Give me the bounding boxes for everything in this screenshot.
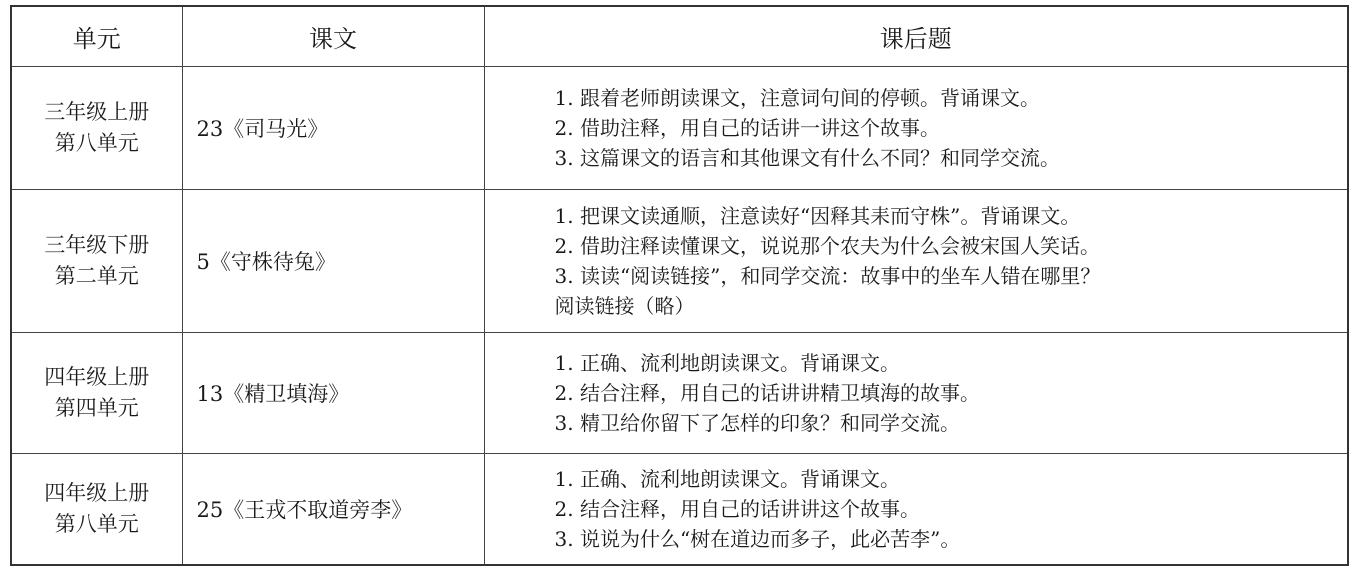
unit-grade: 四年级上册	[44, 365, 150, 389]
unit-grade: 三年级下册	[44, 233, 150, 257]
question-item: 1. 正确、流利地朗读课文。背诵课文。	[554, 351, 900, 375]
question-item: 3. 这篇课文的语言和其他课文有什么不同？和同学交流。	[554, 146, 1060, 170]
header-lesson: 课文	[182, 6, 484, 67]
unit-number: 第八单元	[54, 131, 139, 155]
unit-cell	[11, 454, 182, 565]
question-item: 2. 结合注释，用自己的话讲讲这个故事。	[554, 496, 920, 521]
lesson-cell: 23《司马光》	[182, 67, 484, 190]
questions-cell	[484, 333, 1348, 454]
question-item: 2. 结合注释，用自己的话讲讲精卫填海的故事。	[554, 381, 980, 405]
question-note: 阅读链接（略）	[554, 294, 695, 318]
question-item: 2. 借助注释，用自己的话讲一讲这个故事。	[554, 116, 940, 140]
question-item: 2. 借助注释读懂课文，说说那个农夫为什么会被宋国人笑话。	[554, 234, 1100, 258]
table-row	[11, 190, 1348, 333]
table-row	[11, 454, 1348, 565]
unit-cell	[11, 190, 182, 333]
questions-cell	[484, 454, 1348, 565]
question-item: 1. 正确、流利地朗读课文。背诵课文。	[554, 466, 900, 491]
lesson-cell: 5《守株待兔》	[182, 190, 484, 333]
question-item: 1. 跟着老师朗读课文，注意词句间的停顿。背诵课文。	[554, 86, 1040, 110]
header-unit: 单元	[11, 6, 182, 67]
question-item: 1. 把课文读通顺，注意读好“因释其耒而守株”。背诵课文。	[554, 204, 1081, 228]
unit-number: 第四单元	[54, 396, 139, 420]
table-header-row	[11, 6, 1348, 67]
lesson-table	[10, 5, 1349, 566]
table-row	[11, 67, 1348, 190]
lesson-cell: 13《精卫填海》	[182, 333, 484, 454]
question-item: 3. 说说为什么“树在道边而多子，此必苦李”。	[554, 526, 961, 551]
unit-number: 第八单元	[54, 511, 139, 536]
question-item: 3. 精卫给你留下了怎样的印象？和同学交流。	[554, 411, 960, 435]
header-questions: 课后题	[484, 6, 1348, 67]
unit-grade: 三年级上册	[44, 100, 150, 124]
questions-cell	[484, 67, 1348, 190]
questions-cell	[484, 190, 1348, 333]
lesson-cell: 25《王戎不取道旁李》	[182, 454, 484, 565]
question-item: 3. 读读“阅读链接”，和同学交流：故事中的坐车人错在哪里？	[554, 264, 1101, 288]
unit-grade: 四年级上册	[44, 480, 150, 505]
unit-cell	[11, 333, 182, 454]
lesson-table-container	[10, 5, 1349, 560]
unit-number: 第二单元	[54, 264, 139, 288]
unit-cell	[11, 67, 182, 190]
table-row	[11, 333, 1348, 454]
